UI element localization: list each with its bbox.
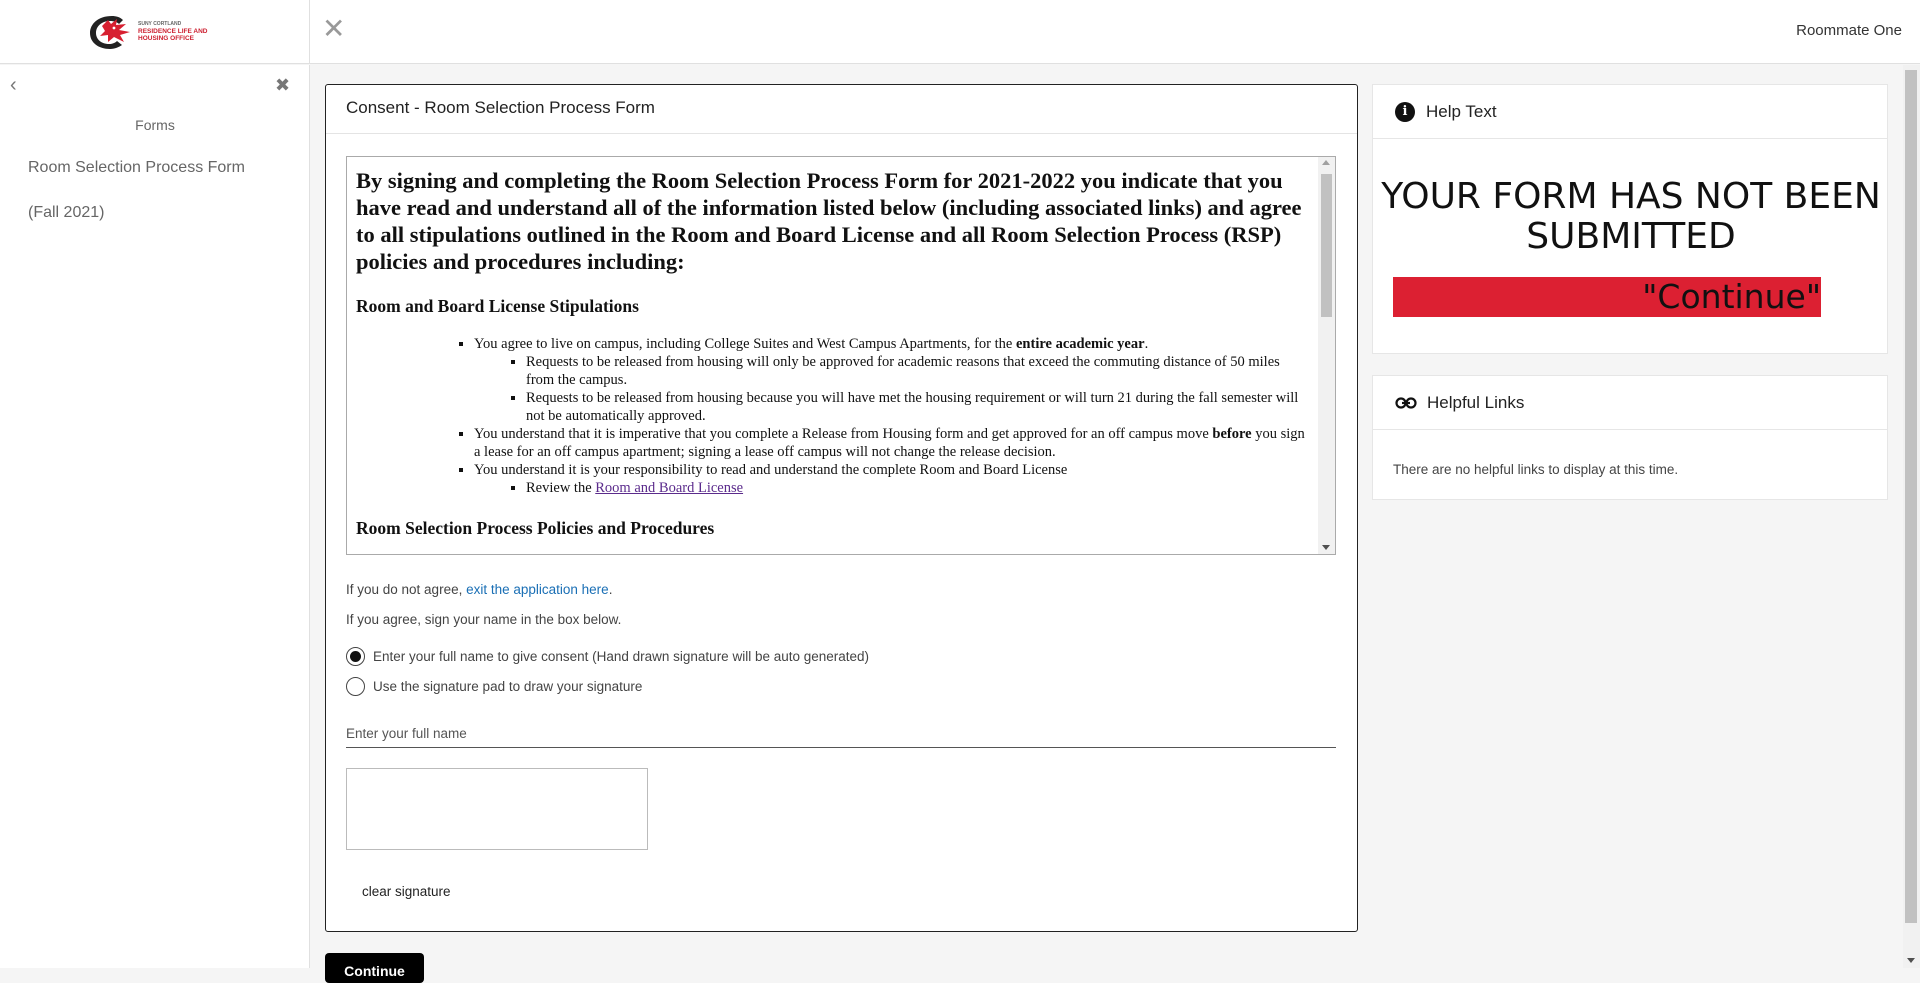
list-item-text: you sign a lease for an off campus apartment; signing a lease off campus will not change the release decision. [474, 426, 1305, 460]
sub-list [474, 353, 1310, 425]
disagree-suffix: . [608, 582, 613, 597]
info-icon: i [1395, 102, 1415, 122]
radio-dot [350, 651, 361, 662]
sidebar [0, 65, 310, 968]
exit-application-link[interactable]: exit the application here [466, 582, 609, 597]
list-item: ▪ Requests to be released from housing because you will have met the housing requirement or will turn 21 during the fall semester will not be automatically approved. [526, 389, 1310, 425]
logo-line-2: RESIDENCE LIFE AND [138, 28, 208, 35]
radio-button-checked[interactable] [346, 647, 365, 666]
signature-pad[interactable] [346, 768, 648, 850]
help-card-header [1373, 85, 1887, 139]
top-bar [0, 0, 1920, 64]
logo-text [138, 21, 207, 42]
red-dragon-icon [86, 12, 138, 52]
close-icon[interactable]: ✕ [322, 13, 346, 44]
list-item-text: Review the [526, 480, 596, 496]
list-item-text: You understand it is your responsibility to read and understand the complete Room and Board License [474, 462, 1068, 478]
agree-text: If you agree, sign your name in the box below. [346, 612, 622, 627]
list-item [474, 461, 1310, 497]
sub-list [474, 479, 1310, 497]
page-scroll-thumb[interactable] [1905, 70, 1917, 923]
consent-intro: By signing and completing the Room Selection Process Form for 2021-2022 you indicate that you have read and understand all of the information listed below (including associated links) and agree to all stipulations outlined in the Room and Board License and all Room Selection Process (RSP) policies and procedures including: [356, 168, 1302, 274]
continue-button[interactable]: Continue [325, 953, 424, 983]
close-sidebar-icon[interactable]: ✖ [275, 75, 291, 95]
radio-option-signature-pad[interactable] [346, 676, 642, 696]
list-item [474, 335, 1310, 425]
consent-text-box[interactable] [346, 156, 1336, 555]
list-item-bold: entire academic year [1015, 336, 1145, 352]
sidebar-item-fall-2021[interactable]: (Fall 2021) [28, 204, 105, 221]
help-text-card [1372, 84, 1888, 354]
list-item [474, 425, 1310, 461]
scroll-up-arrow-icon[interactable] [1322, 160, 1330, 165]
chevron-left-icon[interactable]: ‹ [10, 74, 17, 96]
page-scroll-down-icon[interactable] [1907, 958, 1915, 963]
consent-scrollbar[interactable] [1318, 157, 1335, 554]
license-list [356, 335, 1310, 497]
link-icon [1395, 392, 1417, 414]
sidebar-title: Forms [135, 117, 175, 133]
no-links-message: There are no helpful links to display at this time. [1393, 462, 1679, 477]
scroll-down-arrow-icon[interactable] [1322, 545, 1330, 550]
sidebar-item-room-selection-form[interactable]: Room Selection Process Form [28, 159, 245, 176]
consent-panel [325, 84, 1358, 932]
logo-area [0, 0, 310, 64]
section-heading-rsp: Room Selection Process Policies and Procedures [356, 518, 715, 538]
list-item-text: . [1144, 336, 1149, 352]
form-not-submitted-message: YOUR FORM HAS NOT BEEN SUBMITTED [1381, 176, 1881, 257]
list-item-text: You understand that it is imperative that you complete a Release from Housing form and get approved for an off campus move [474, 426, 1213, 442]
help-card-title: Help Text [1426, 101, 1497, 121]
list-item-bold: before [1212, 426, 1252, 442]
user-menu[interactable]: Roommate One [1796, 22, 1902, 39]
continue-banner: "Continue" [1393, 277, 1821, 317]
list-item [526, 479, 1310, 497]
suny-cortland-logo[interactable] [86, 12, 212, 52]
radio-button-unchecked[interactable] [346, 677, 365, 696]
full-name-input[interactable] [346, 719, 1336, 748]
disagree-text [346, 582, 612, 597]
disagree-prefix: If you do not agree, [346, 582, 467, 597]
section-heading-license: Room and Board License Stipulations [356, 296, 639, 316]
links-card-header [1373, 376, 1887, 430]
radio-label-signature-pad: Use the signature pad to draw your signature [373, 678, 643, 694]
radio-label-full-name: Enter your full name to give consent (Hand drawn signature will be auto generated) [373, 648, 870, 664]
logo-line-1: SUNY CORTLAND [138, 21, 182, 27]
page-scrollbar[interactable] [1903, 65, 1920, 968]
list-item-text: You agree to live on campus, including College Suites and West Campus Apartments, for the [474, 336, 1016, 352]
links-card-title: Helpful Links [1427, 392, 1525, 412]
clear-signature-button[interactable]: clear signature [362, 884, 451, 899]
list-item: ▪ Requests to be released from housing will only be approved for academic reasons that exceed the commuting distance of 50 miles from the campus. [526, 353, 1310, 389]
logo-line-3: HOUSING OFFICE [138, 35, 194, 42]
helpful-links-card [1372, 375, 1888, 500]
scroll-thumb[interactable] [1321, 174, 1332, 317]
room-board-license-link[interactable]: Room and Board License [595, 480, 744, 496]
consent-content [347, 157, 1319, 554]
radio-option-full-name[interactable] [346, 646, 869, 666]
panel-title: Consent - Room Selection Process Form [326, 85, 1357, 134]
